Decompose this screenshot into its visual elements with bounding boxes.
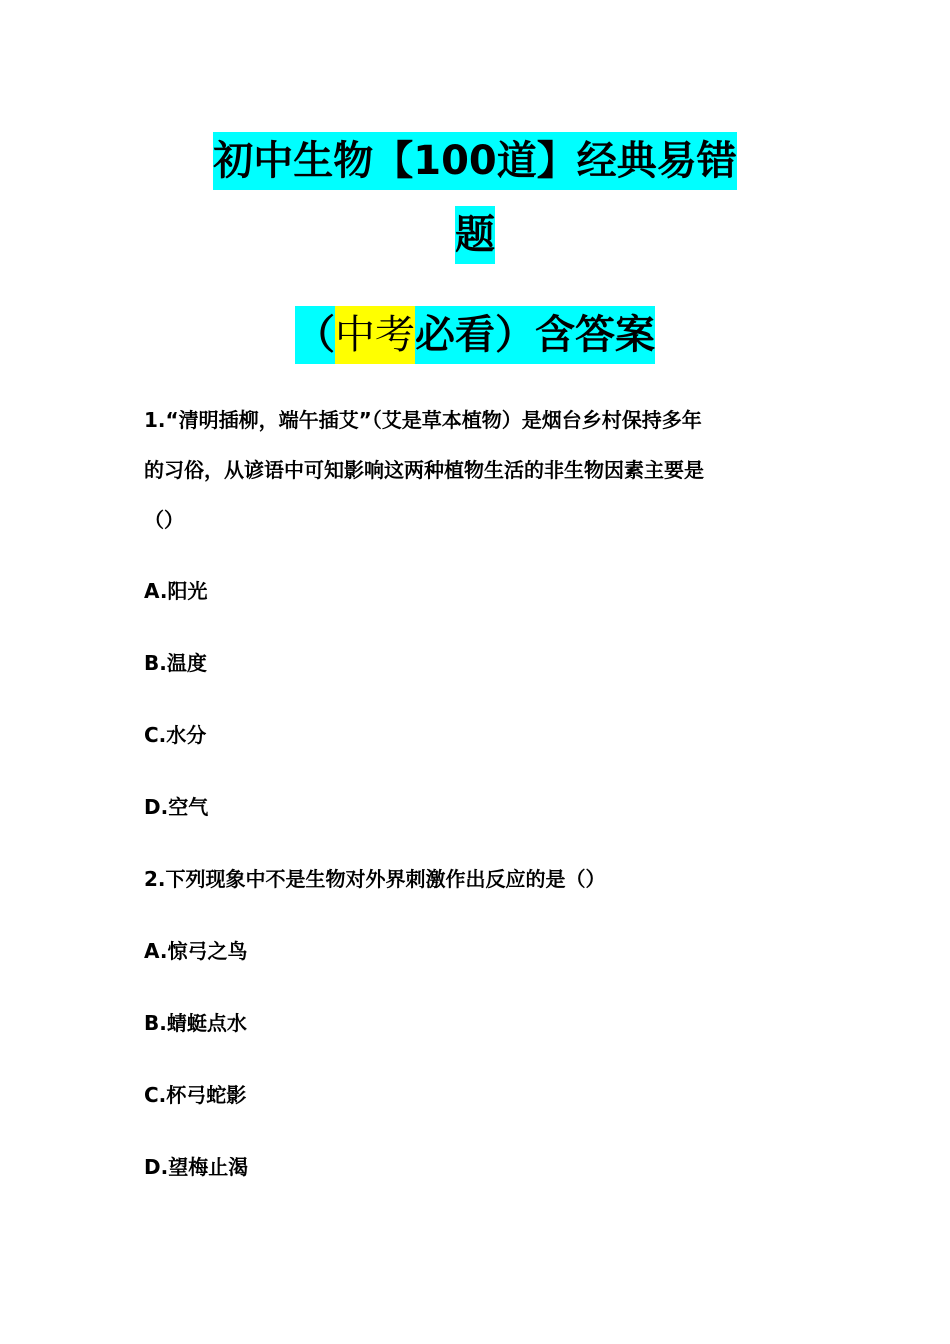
question-1-stem-line-2: 的习俗，从谚语中可知影响这两种植物生活的非生物因素主要是 [144,458,704,482]
subtitle-open-paren: （ [295,306,335,364]
question-1-option-b: B.温度 [144,651,207,675]
question-2-option-a: A.惊弓之鸟 [144,939,248,963]
question-1-stem-line-1: 1.“清明插柳，端午插艾”（艾是草本植物）是烟台乡村保持多年 [144,408,702,432]
subtitle-rest: 必看）含答案 [415,306,655,364]
question-2-option-b: B.蜻蜓点水 [144,1011,247,1035]
title-line-2 [0,206,950,264]
question-2-option-c: C.杯弓蛇影 [144,1083,247,1107]
question-1-option-a: A.阳光 [144,579,208,603]
question-1-option-c: C.水分 [144,723,207,747]
question-2-option-d: D.望梅止渴 [144,1155,249,1179]
question-1-option-d: D.空气 [144,795,209,819]
subtitle-highlight-zhongkao: 中考 [335,306,415,364]
question-1-stem-line-3: （） [144,508,184,532]
title-line-1 [0,132,950,190]
question-2-stem-line-1: 2.下列现象中不是生物对外界刺激作出反应的是（） [144,867,606,891]
title-continued-text: 题 [455,206,495,264]
subtitle-line [0,306,950,364]
title-main-text: 初中生物【100道】经典易错 [213,132,737,190]
